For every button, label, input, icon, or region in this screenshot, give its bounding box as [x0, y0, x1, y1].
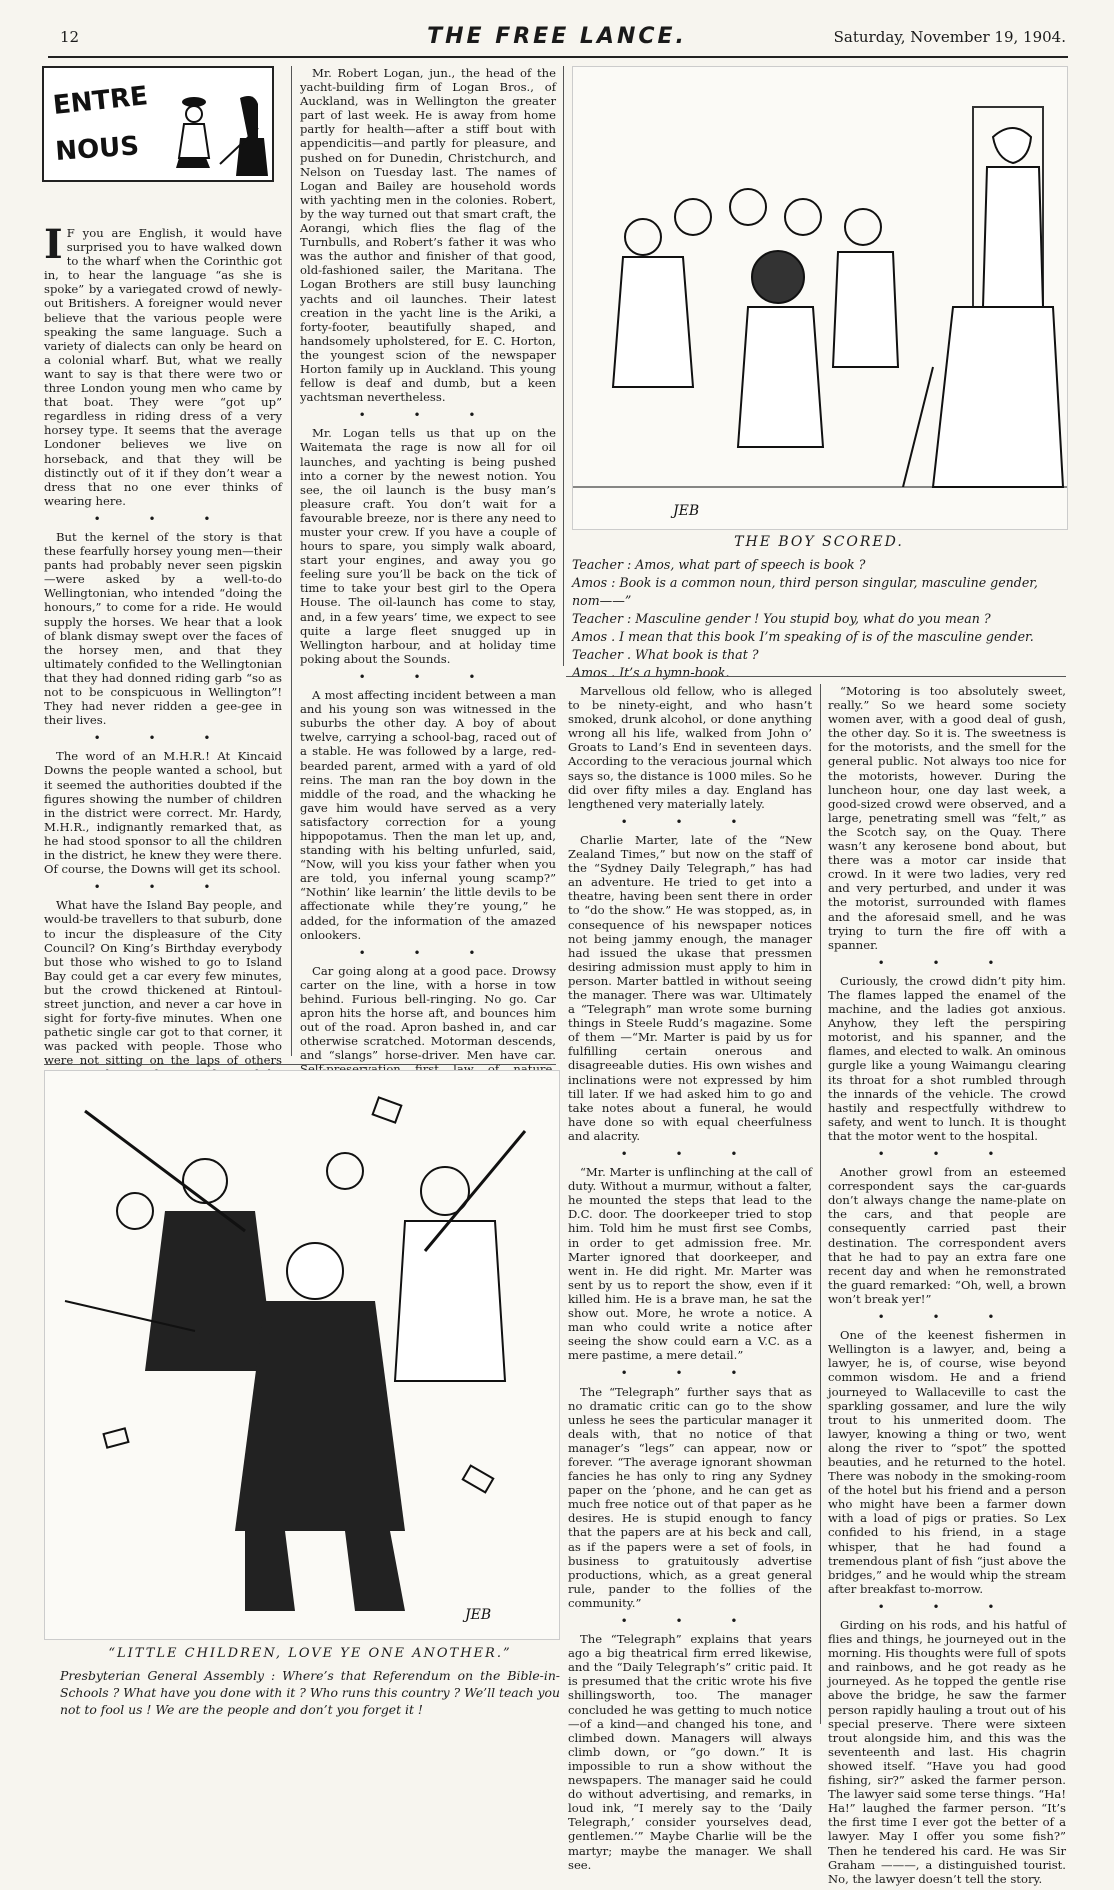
column-2: [300, 66, 556, 1165]
dialogue-line: Teacher : Amos, what part of speech is book ?: [572, 557, 866, 572]
little-children-caption: [60, 1646, 560, 1718]
column-divider: [563, 66, 564, 666]
column-divider: [820, 684, 821, 1724]
section-divider: • • •: [93, 511, 233, 526]
article-kincaid-school: The word of an M.H.R.! At Kincaid Downs the people wanted a school, but it seemed the authorities doubted if the figures showing the number of children in the district were correct. Mr. Hardy, M.H.R., indignantly remarked that, as he had stood sponsor to all the children in the district, he knew they were there. Of course, the Downs will get its school.: [44, 749, 282, 877]
artist-signature: JEB: [673, 503, 700, 519]
article-old-walker: Marvellous old fellow, who is alleged to be ninety-eight, and who hasn’t smoked, drunk alcohol, or done anything wrong all his life, walked from John o’ Groats to Land’s End in seventeen days. According to the veracious journal which says so, the distance is 1000 miles. So he did over fifty miles a day. England has lengthened very materially lately.: [568, 684, 812, 811]
section-divider: • • •: [93, 880, 233, 895]
section-divider: • • •: [877, 955, 1017, 970]
article-horsey-men: But the kernel of the story is that these fearfully horsey young men—their pants had probably never seen pigskin—were asked by a well-to-do Wellingtonian, who intended “doing the honours,” to come for a ride. He would supply the horses. We hear that a look of blank dismay swept over the faces of the horsey men, and that they ultimately confided to the Wellingtonian that they had donned riding garb “so as not to be conspicuous in Wellington”! They had never ridden a gee-gee in their lives.: [44, 529, 282, 728]
section-divider: • • •: [358, 408, 498, 423]
article-oil-launches: Mr. Logan tells us that up on the Waitemata the rage is now all for oil launches, and yachting is being pushed into a corner by the newest notion. You see, the oil launch is the busy man’s pleasure craft. You don’t wait for a favourable breeze, nor is there any need to muster your crew. If you have a couple of hours to spare, you simply walk aboard, start your engines, and away you go feeling sure you’ll be back on the tick of time to take your best girl to the Opera House. The oil-launch has come to stay, and, in a few years’ time, we expect to see quite a large fleet snugged up in Wellington harbour, and at holiday time poking about the Sounds.: [300, 426, 556, 666]
section-divider: • • •: [93, 731, 233, 746]
article-telegraph-firm: The “Telegraph” explains that years ago a big theatrical firm erred likewise, and the “Daily Telegraph’s” critic paid. It is presumed that the critic wrote his five shillingsworth, too. The manager concluded he was getting to much notice—of a kind—and changed his tone, and climbed down. Managers will always climb down, or “go down.” It is impossible to run a show without the newspapers. The manager said he could do without advertising, and remarks, in loud ink, “I merely say to the ‘Daily Telegraph,’ consider yourselves dead, gentlemen.’” Maybe Charlie will be the martyr; maybe the manager. We shall see.: [568, 1632, 812, 1872]
page-header: [0, 22, 1114, 52]
dialogue-line: Amos : Book is a common noun, third person singular, masculine gender, nom——”: [572, 575, 1038, 608]
article-motoring: “Motoring is too absolutely sweet, really.” So we heard some society women aver, with a good deal of gush, the other day. So it is. The sweetness is for the motorists, and the smell for the general public. Not always too nice for the motorists, however. During the luncheon hour, one day last week, a good-sized crowd were observed, and a large, penetrating smell was “felt,” as the Scotch say, on the Quay. There wasn’t any kerosene bond about, but there was a motor car inside that crowd. In it were two ladies, very red and very perturbed, and under it was the motorist, surrounded with flames and the aforesaid smell, and he was trying to turn the fire off with a spanner.: [828, 684, 1066, 952]
article-crowd-motor: Curiously, the crowd didn’t pity him. The flames lapped the enamel of the machine, and the ladies got anxious. Anyhow, they left the perspiring motorist, and his spanner, and the flames, and elected to walk. An ominous gurgle like a young Waimangu clearing its throat for a shot rumbled through the innards of the vehicle. The crowd hastily and respectfully withdrew to safety, and went to lunch. It is thought that the motor went to the hospital.: [828, 973, 1066, 1143]
boy-scored-illustration: [572, 66, 1068, 530]
article-island-bay: What have the Island Bay people, and would-be travellers to that suburb, done to incur the displeasure of the City Council? On King’s Birthday everybody but those who wished to go to Island Bay could get a car every few minutes, but the crowd thickened at Rintoul-street junction, and never a car hove in sight for forty-five minutes. When one pathetic single car got to that corner, it was packed with people. Those who were not sitting on the laps of others: [44, 898, 282, 1068]
article-logan-yachts: Mr. Robert Logan, jun., the head of the yacht-building firm of Logan Bros., of Auckland, was in Wellington the greater part of last week. He is away from home partly for health—after a stiff bout with appendicitis—and partly for pleasure, and pushed on for Dunedin, Christchurch, and Nelson on Tuesday last. The names of Logan and Bailey are household words with yachting men in the colonies. Robert, by the way turned out that smart craft, the Aorangi, which flies the flag of the Turnbulls, and Robert’s father it was who was the author and finisher of that good, old-fashioned sailer, the Maritana. The Logan Brothers are still busy launching yachts and oil launches. Their latest creation in the yacht line is the Ariki, a forty-footer, beautifully shaped, and handsomely upholstered, for E. C. Horton, the youngest scion of the newspaper Horton family up in Auckland. This young fellow is deaf and dumb, but a keen yachtsman nevertheless.: [300, 66, 556, 405]
article-marter-duty: “Mr. Marter is unflinching at the call of duty. Without a murmur, without a falter, he mounted the steps that lead to the D.C. door. The doorkeeper tried to stop him. Told him he must first see Combs, in order to get admission free. Mr. Marter ignored that doorkeeper, and went in. He did right. Mr. Marter was sent by us to report the show, even if it killed him. He is a brave man, he sat the show out. More, he wrote a notice. A man who could write a notice after seeing the show could earn a V.C. as a mere pastime, a mere detail.”: [568, 1165, 812, 1363]
classroom-drawing: [573, 67, 1067, 529]
section-divider: • • •: [877, 1599, 1017, 1614]
section-divider: • • •: [358, 945, 498, 960]
section-rule: [566, 676, 1066, 677]
page-number: 12: [60, 28, 80, 46]
little-children-text: Presbyterian General Assembly : Where’s that Referendum on the Bible-in-Schools ? What have you done with it ? Who runs this country ? We’ll teach you not to fool us ! We are the people and don’t you forget it !: [60, 1668, 560, 1717]
column-1: [44, 221, 282, 1184]
brawl-drawing: [45, 1071, 559, 1639]
section-divider: • • •: [877, 1310, 1017, 1325]
dialogue-line: Teacher : Masculine gender ! You stupid boy, what do you mean ?: [572, 611, 991, 626]
section-divider: • • •: [620, 1147, 760, 1161]
boy-scored-caption: [572, 534, 1066, 682]
article-car-horse: Car going along at a good pace. Drowsy carter on the line, with a horse in tow behind. Furious bell-ringing. No go. Car apron hits the horse aft, and bounces him out of the road. Apron bashed in, and car otherwise scratched. Motorman descends, and “slangs” horse-driver. Men have car.: [300, 963, 556, 1063]
section-rule: [44, 1064, 556, 1065]
masthead: THE FREE LANCE.: [427, 24, 687, 49]
little-children-illustration: [44, 1070, 560, 1640]
article-marter-theatre: Charlie Marter, late of the “New Zealand Times,” but now on the staff of the “Sydney Daily Telegraph,” has had an adventure. He tried to get into a theatre, having been sent there in order to “do the show.” He was stopped, as, in consequence of his newspaper notices not being jammy enough, the manager had issued the ukase that pressmen desiring admission must apply to him in person. Marter battled in without seeing the manager. There was war. Ultimately a “Telegraph” man wrote some burning things in Steele Rudd’s magazine. Some of them —“Mr. Marter is paid by us for fulfilling certain onerous and disagreeable duties. His own wishes and inclinations were not expressed by him till later. If we had asked him to go and take notes about a funeral, he would have done so with equal cheerfulness and alacrity.: [568, 832, 812, 1143]
section-divider: • • •: [620, 1614, 760, 1628]
entre-nous-logo: [42, 66, 274, 182]
column-3: [568, 684, 812, 1876]
svg-text:NOUS: NOUS: [54, 131, 140, 167]
article-fishing-trip: Girding on his rods, and his hatful of flies and things, he journeyed out in the morning. His thoughts were full of spots and rainbows, and he got ready as he journeyed. As he topped the gentle rise above the bridge, he saw the farmer person rapidly hauling a trout out of his special preserve. There were sixteen trout alongside him, and this was the seventeenth and last. His chagrin showed itself. “Have you had good fishing, sir?” asked the farmer person. The lawyer said some terse things. “Ha! Ha!” laughed the farmer person. “It’s the first time I ever got the better of a lawyer. May I offer you some fish?” Then he tendered his card. He was Sir Graham ———, a distinguished tourist. No, the lawyer doesn’t tell the story.: [828, 1618, 1066, 1886]
section-divider: • • •: [877, 1147, 1017, 1161]
article-father-son: A most affecting incident between a man and his young son was witnessed in the suburbs the other day. A boy of about twelve, carrying a school-bag, raced out of a stable. He was followed by a large, red-bearded parent, armed with a yard of old reins. The man ran the boy down in the middle of the road, and the whacking he gave him would have served as a very satisfactory correction for a young hippopotamus. Then the man let up, and, standing with his belting unfurled, said, “Now, will you kiss your father when you are told, you infernal young scamp?” “Nothin’ like learnin’ the little devils to be affectionate while they’re young,” he added, for the information of the amazed onlookers.: [300, 688, 556, 942]
section-divider: • • •: [358, 669, 498, 684]
issue-date: Saturday, November 19, 1904.: [833, 28, 1066, 46]
article-english-wharf: F you are English, it would have surprised you to have walked down to the wharf when the Corinthic got in, to hear the language “as she is spoke” by a variegated crowd of newly-out Britishers. A foreigner would never believe that the various people were speaking the same language. Such a variety of dialects can only be heard on a colonial wharf. But, what we really want to say is that there were two or three London young men who came by that boat. They were “got up” regardless in riding dress of a very horsey type. It seems that the average Londoner believes we live on horseback, and that they will be distinctly out of it if they don’t wear a dress that no one ever thinks of wearing here.: [44, 226, 282, 508]
svg-text:ENTRE: ENTRE: [51, 81, 150, 121]
header-rule: [48, 56, 1068, 58]
boy-scored-title: THE BOY SCORED.: [734, 534, 904, 550]
section-divider: • • •: [620, 814, 760, 829]
column-4: [828, 684, 1066, 1890]
column-divider: [291, 66, 292, 1056]
entre-nous-illustration: [44, 68, 272, 180]
article-car-guards: Another growl from an esteemed correspondent says the car-guards don’t always change the name-plate on the cars, and that people are consequently carried past their destination. The correspondent avers that he had to pay an extra fare one recent day and when he remonstrated the guard remarked: “Oh, well, a brown won’t break yer!”: [828, 1165, 1066, 1306]
little-children-title: “LITTLE CHILDREN, LOVE YE ONE ANOTHER.”: [108, 1646, 512, 1661]
boy-scored-dialogue: [572, 556, 1066, 682]
article-fisherman-lawyer: One of the keenest fishermen in Wellington is a lawyer, and, being a lawyer, he is, of course, wise beyond common wisdom. He and a friend journeyed to Wallaceville to cast the sparkling gossamer, and lure the wily trout to his unmerited doom. The lawyer, knowing a thing or two, went along the river to “spot” the spotted beauties, and he returned to the hotel. There was nobody in the smoking-room of the hotel but his friend and a person who might have been a farmer down with a load of pigs or praties. So Lex confided to his friend, in a stage whisper, that he had found a tremendous plant of fish “just above the bridges,” and he would whip the stream after breakfast to-morrow.: [828, 1328, 1066, 1596]
dialogue-line: Amos . It’s a hymn-book.: [572, 665, 730, 680]
dialogue-line: Amos . I mean that this book I’m speaking of is of the masculine gender.: [572, 629, 1034, 644]
article-telegraph-critic: The “Telegraph” further says that as no dramatic critic can go to the show unless he sees the particular manager it deals with, that no notice of that manager’s “legs” can appear, now or forever. “The average ignorant showman fancies he has only to ring any Sydney paper on the ’phone, and he can get as much free notice out of that paper as he desires. He is stupid enough to fancy that the papers are at his beck and call, as if the papers were a set of fools, in business to gratuitously advertise productions, which, as a great general rule, pander to the follies of the community.”: [568, 1384, 812, 1610]
dialogue-line: Teacher . What book is that ?: [572, 647, 759, 662]
section-divider: • • •: [620, 1366, 760, 1381]
artist-signature: JEB: [465, 1607, 492, 1623]
drop-cap: I: [44, 221, 63, 268]
